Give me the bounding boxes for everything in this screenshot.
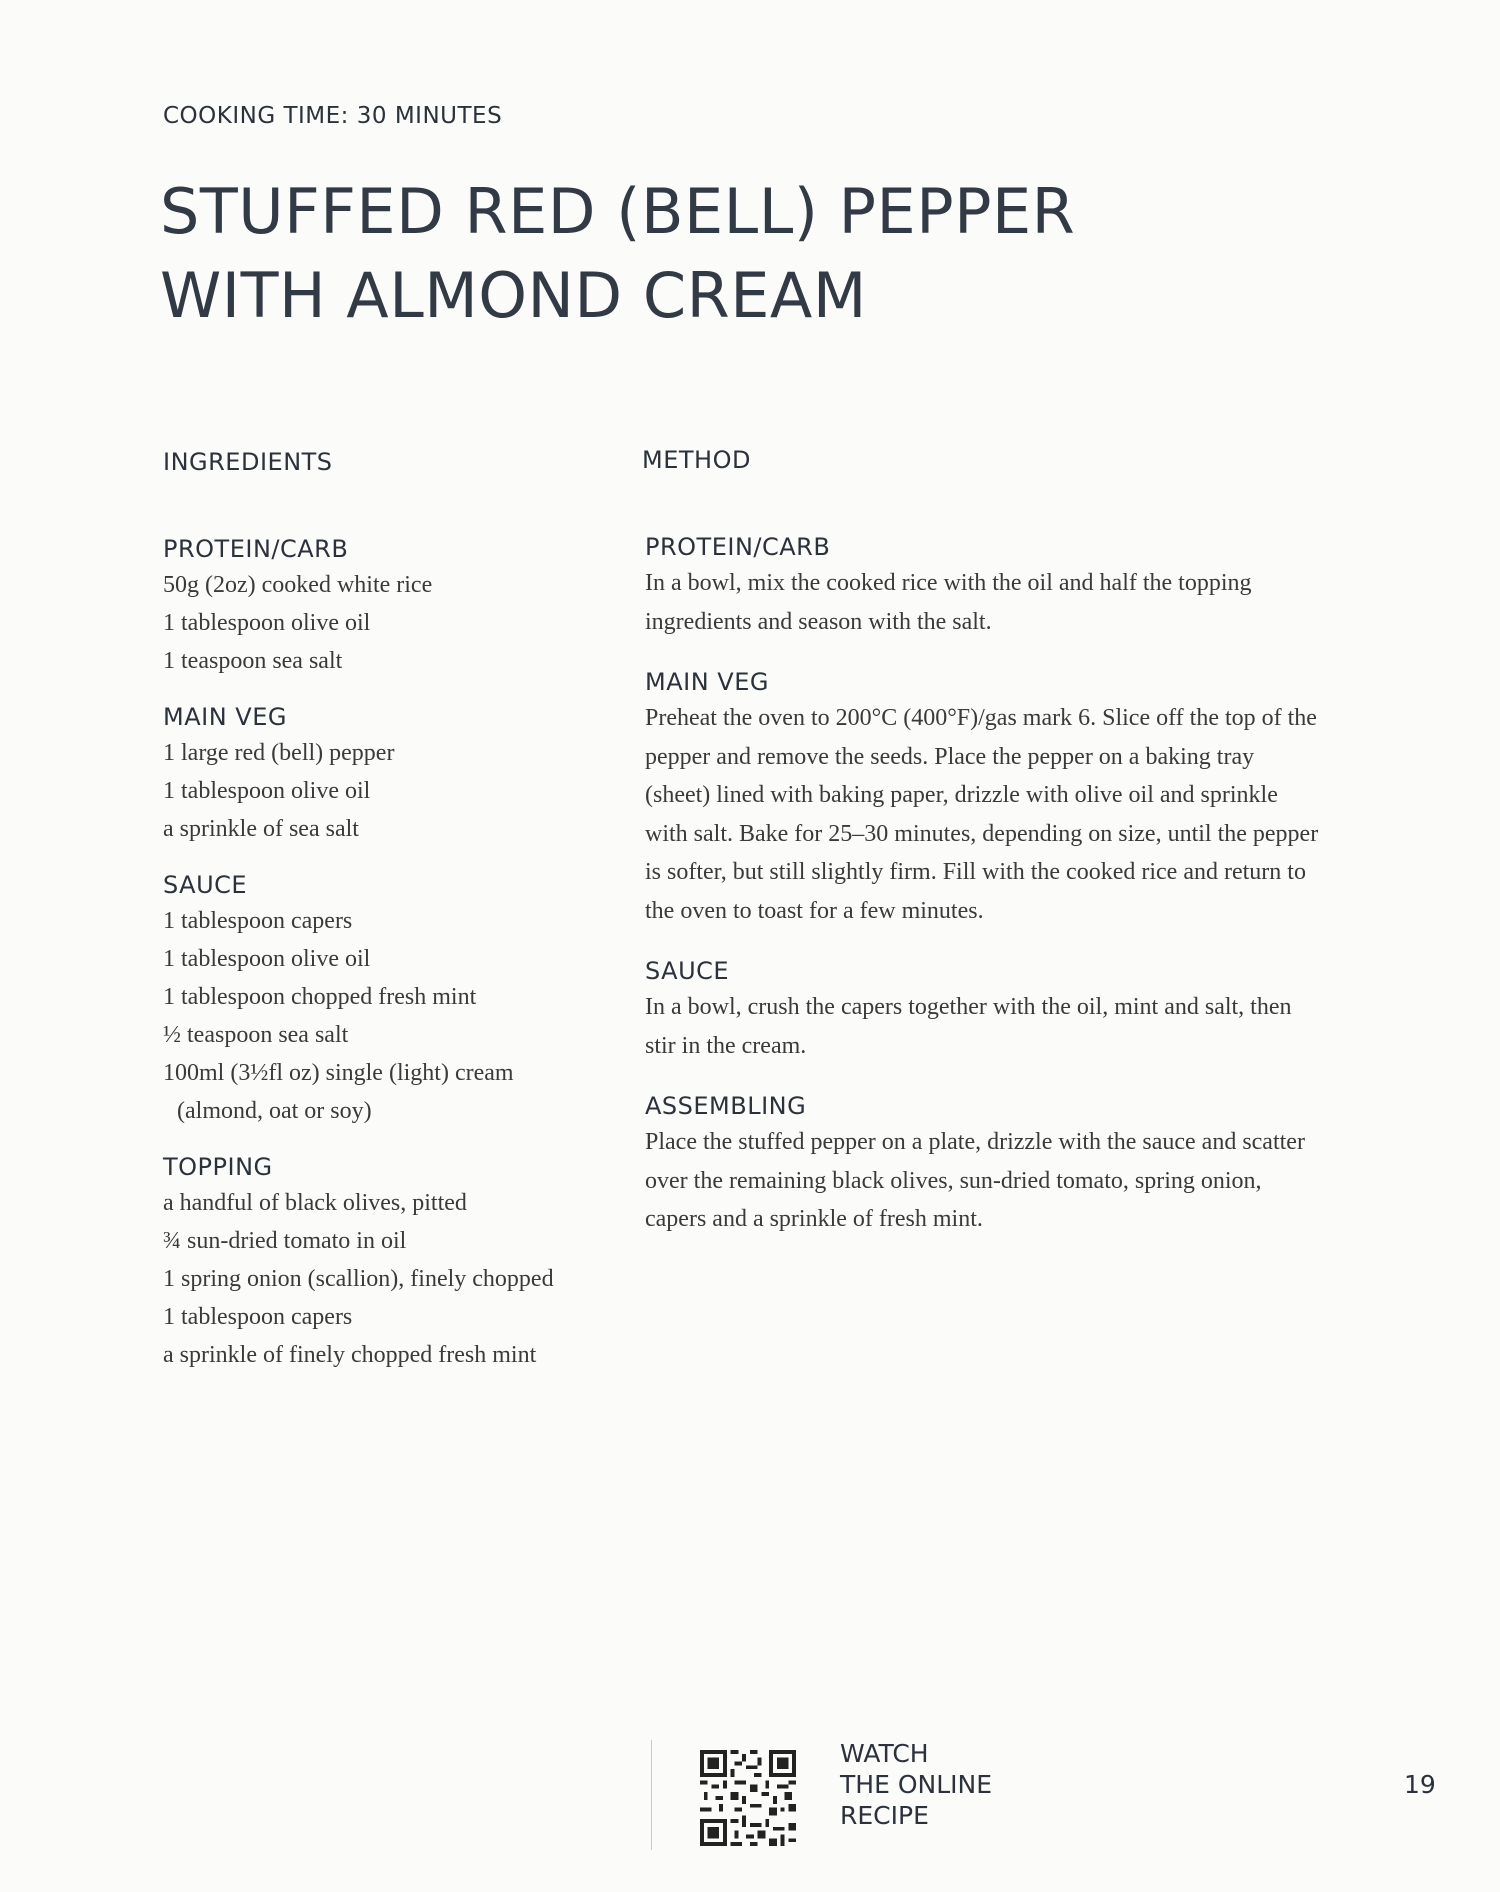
section-title: MAIN VEG	[645, 668, 769, 696]
ingredients-section-topping	[163, 1150, 633, 1374]
section-title: MAIN VEG	[163, 703, 287, 731]
ingredient-item: a sprinkle of finely chopped fresh mint	[163, 1342, 537, 1368]
watch-line2: THE ONLINE	[840, 1770, 992, 1799]
ingredient-item: 1 tablespoon capers	[163, 1304, 353, 1330]
ingredient-item: ½ teaspoon sea salt	[163, 1022, 349, 1048]
method-section-protein-carb	[645, 530, 1325, 641]
section-title: PROTEIN/CARB	[645, 533, 831, 561]
section-title: PROTEIN/CARB	[163, 535, 349, 563]
ingredients-section-main-veg	[163, 700, 633, 848]
section-title: TOPPING	[163, 1153, 273, 1181]
qr-code-icon[interactable]	[700, 1750, 796, 1846]
recipe-title-line1: STUFFED RED (BELL) PEPPER	[160, 175, 1076, 248]
ingredient-item: (almond, oat or soy)	[177, 1098, 372, 1124]
page-number: 19	[1404, 1770, 1436, 1799]
method-text: In a bowl, mix the cooked rice with the oil and half the topping ingredients and season with the salt.	[645, 570, 1252, 635]
cooking-time: COOKING TIME: 30 MINUTES	[163, 103, 503, 129]
section-title: ASSEMBLING	[645, 1092, 807, 1120]
watch-online-recipe-link[interactable]	[840, 1738, 992, 1831]
method-section-sauce	[645, 954, 1325, 1065]
ingredient-item: 1 tablespoon capers	[163, 908, 353, 934]
method-text: Preheat the oven to 200°C (400°F)/gas mark 6. Slice off the top of the pepper and remove the seeds. Place the pepper on a baking tray (sheet) lined with baking paper, drizzle with olive oil and sprinkle with salt. Bake for 25–30 minutes, depending on size, until the pepper is softer, but still slightly firm. Fill with the cooked rice and return to the oven to toast for a few minutes.	[645, 705, 1319, 924]
ingredient-item: ¾ sun-dried tomato in oil	[163, 1228, 407, 1254]
ingredient-item: 100ml (3½fl oz) single (light) cream	[163, 1060, 514, 1086]
recipe-title	[160, 170, 1360, 338]
ingredient-item: a sprinkle of sea salt	[163, 816, 359, 842]
ingredients-section-sauce	[163, 868, 633, 1130]
method-section-assembling	[645, 1089, 1325, 1239]
ingredients-column	[163, 532, 633, 1394]
ingredients-heading: INGREDIENTS	[163, 448, 333, 476]
watch-line1: WATCH	[840, 1739, 929, 1768]
method-section-main-veg	[645, 665, 1325, 930]
ingredients-section-protein-carb	[163, 532, 633, 680]
recipe-title-line2: WITH ALMOND CREAM	[160, 259, 867, 332]
section-title: SAUCE	[163, 871, 248, 899]
ingredient-item: 1 tablespoon olive oil	[163, 610, 371, 636]
ingredient-item: 1 tablespoon olive oil	[163, 946, 371, 972]
ingredient-item: a handful of black olives, pitted	[163, 1190, 467, 1216]
method-text: Place the stuffed pepper on a plate, drizzle with the sauce and scatter over the remaining black olives, sun-dried tomato, spring onion, capers and a sprinkle of fresh mint.	[645, 1129, 1305, 1232]
ingredient-item: 1 tablespoon olive oil	[163, 778, 371, 804]
method-column	[645, 530, 1325, 1263]
ingredient-item: 1 large red (bell) pepper	[163, 740, 395, 766]
footer-divider	[651, 1740, 652, 1850]
method-text: In a bowl, crush the capers together with the oil, mint and salt, then stir in the cream.	[645, 994, 1292, 1059]
method-heading: METHOD	[642, 446, 751, 474]
ingredient-item: 1 teaspoon sea salt	[163, 648, 343, 674]
section-title: SAUCE	[645, 957, 730, 985]
ingredient-item: 1 spring onion (scallion), finely chopped	[163, 1266, 554, 1292]
ingredient-item: 50g (2oz) cooked white rice	[163, 572, 433, 598]
ingredient-item: 1 tablespoon chopped fresh mint	[163, 984, 477, 1010]
watch-line3: RECIPE	[840, 1801, 929, 1830]
